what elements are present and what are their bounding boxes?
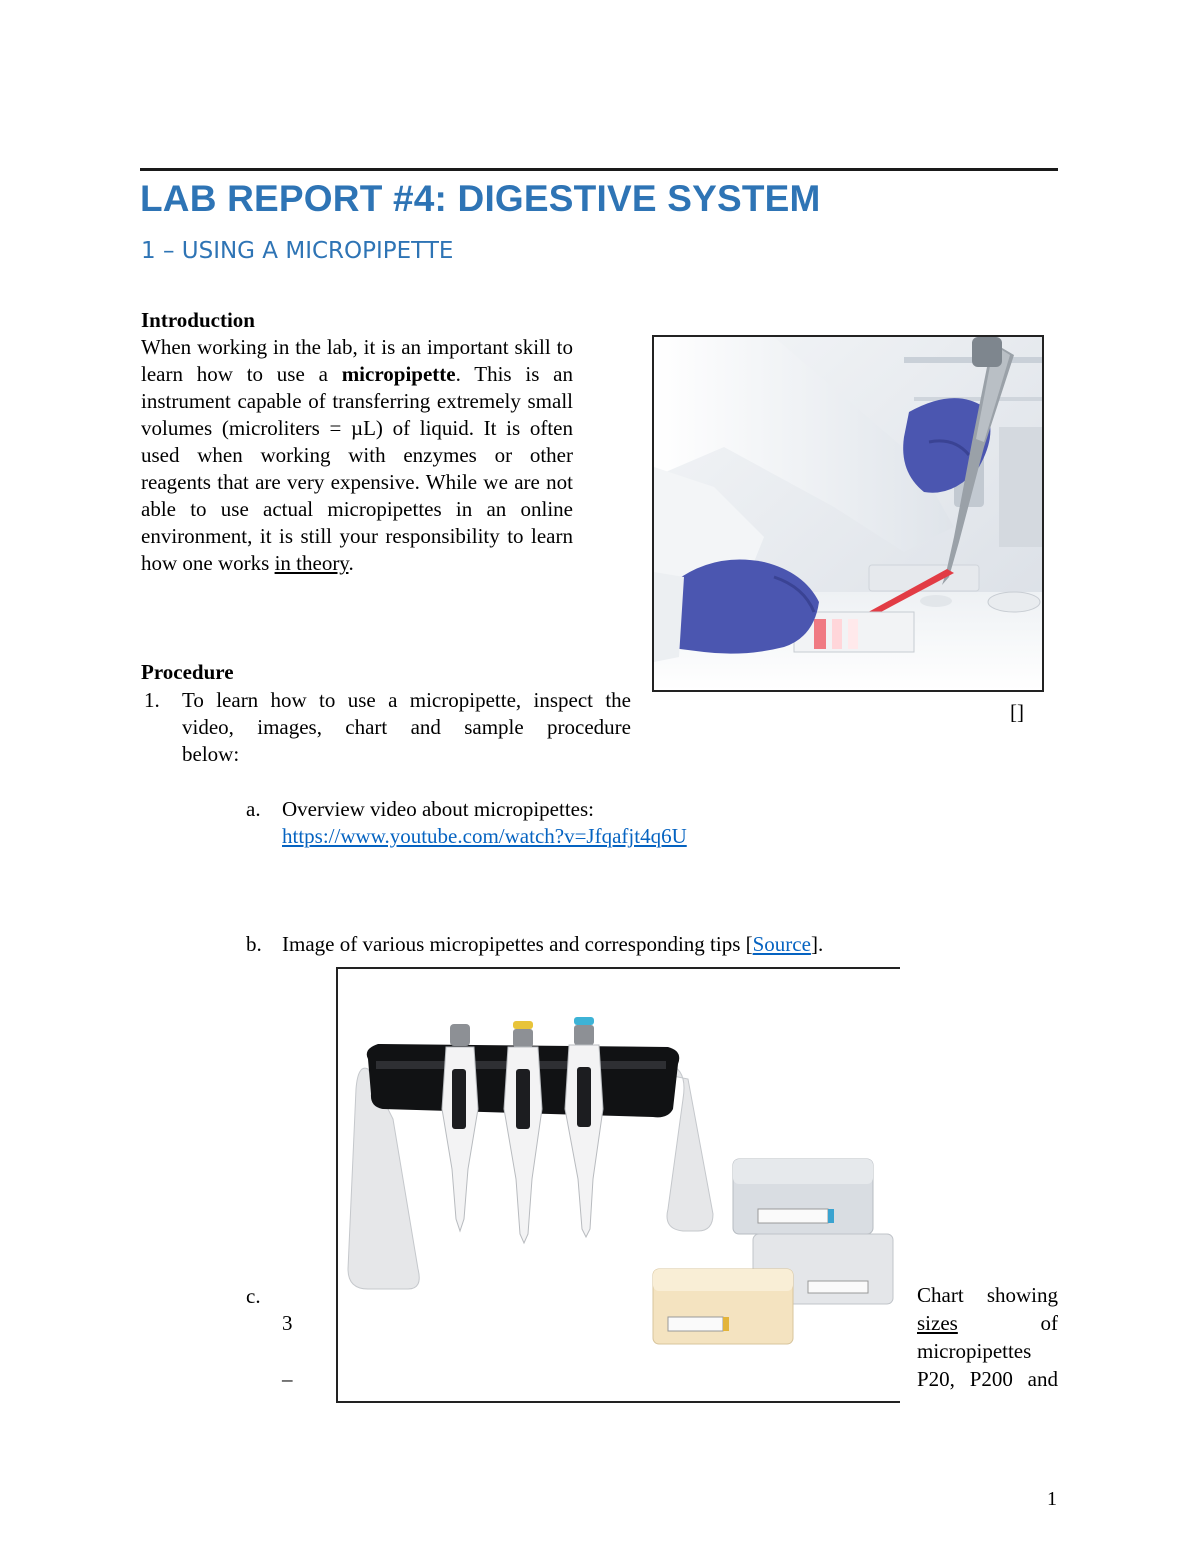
procedure-item-line2: below: xyxy=(182,742,240,766)
report-title: LAB REPORT #4: DIGESTIVE SYSTEM xyxy=(140,178,821,219)
chart-desc-line4: P20, P200 and xyxy=(917,1367,1058,1391)
procedure-item-line1: To learn how to use a micropipette, inspect the video, images, chart and sample procedure xyxy=(182,688,631,739)
sub-item-b-end: ]. xyxy=(810,932,824,956)
micropipette-lab-illustration xyxy=(654,337,1042,690)
sub-item-b-label: b. xyxy=(246,932,262,956)
chart-desc-of: of xyxy=(1040,1311,1058,1335)
micropipettes-image xyxy=(338,969,900,1401)
source-link[interactable]: Source xyxy=(752,932,811,956)
intro-bold-term: micropipette xyxy=(341,362,456,386)
video-link[interactable]: https://www.youtube.com/watch?v=Jfqafjt4q6U xyxy=(282,824,687,848)
page-number: 1 xyxy=(1047,1488,1057,1510)
section-title: 1 – USING A MICROPIPETTE xyxy=(141,238,454,264)
sub-item-c-label: c. xyxy=(246,1284,261,1308)
chart-desc-line1: Chart showing xyxy=(917,1283,1058,1307)
header-rule xyxy=(140,168,1058,171)
sub-item-b-text xyxy=(282,931,823,958)
introduction-heading: Introduction xyxy=(141,308,255,332)
intro-underlined: in theory xyxy=(274,551,349,575)
sub-item-a-label: a. xyxy=(246,797,261,821)
sub-item-a-text: Overview video about micropipettes: xyxy=(282,797,594,821)
lab-photo xyxy=(652,335,1044,692)
sub-item-c-fragment-2: – xyxy=(282,1367,293,1391)
chart-description xyxy=(917,1281,1058,1393)
intro-text-end: . xyxy=(348,551,354,575)
procedure-item-text xyxy=(182,687,631,768)
micropipettes-and-tips-illustration xyxy=(338,969,900,1401)
photo-caption-bracket: [] xyxy=(1010,700,1024,724)
introduction-paragraph xyxy=(141,334,573,577)
image-frame-bottom xyxy=(336,1401,900,1403)
chart-desc-sizes: sizes xyxy=(917,1311,958,1335)
intro-text-2: . This is an instrument capable of transferring extremely small volumes (microliters = µL) of liquid. It is often used when working with enzymes or other reagents that are very expensive. While we are not able to use actual micropipettes in an online environment, it is still your responsibility to learn how one works xyxy=(141,362,573,575)
procedure-heading: Procedure xyxy=(141,660,234,684)
intro-text-1: When working in the lab, it is an important skill to learn how to use a xyxy=(141,335,573,386)
sub-item-b-main: Image of various micropipettes and corresponding tips [ xyxy=(282,932,753,956)
chart-desc-line3: micropipettes xyxy=(917,1339,1032,1363)
chart-desc-line2 xyxy=(917,1309,1058,1337)
sub-item-c-fragment-1: 3 xyxy=(282,1311,293,1335)
procedure-item-number: 1. xyxy=(144,688,160,712)
